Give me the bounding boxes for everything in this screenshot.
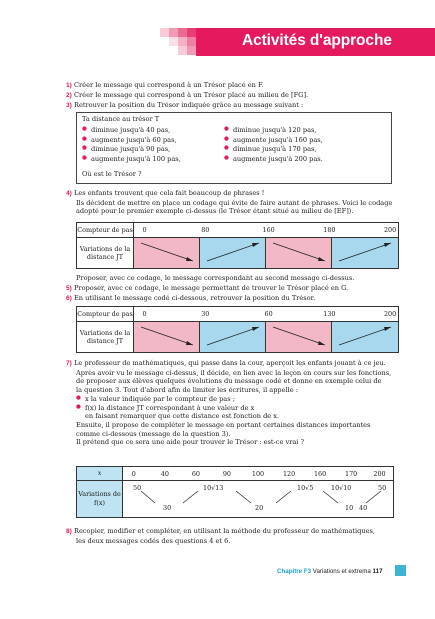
coded-message-table-b [76,306,399,353]
message-line: ● diminue jusqu'à 120 pas, [224,126,384,135]
chapter-label: Chapitre F3 [277,568,312,575]
message-left-column [82,125,232,164]
f-value: 50 [378,484,387,492]
header-deco-square [169,37,178,46]
message-line: ● diminue jusqu'à 90 pas, [82,145,232,154]
counter-values-row [134,307,399,322]
arrow-down-icon [135,322,199,350]
question-text: Recopier, modifier et compléter, en utilisant la méthode du professeur de mathématiques, [73,527,375,535]
question-text: Le professeur de mathématiques, qui passe dans la cour, aperçoit les enfants jouant à ce jeu. [73,359,386,367]
question-text: Il prétend que ce sera une aide pour trouver le Trésor : est-ce vrai ? [76,438,305,447]
message-line: ● diminue jusqu'à 170 pas, [224,145,384,154]
question-number: 2) [66,92,72,99]
f-value: 10√10 [331,484,352,492]
variation-increase-cell [332,238,399,269]
arrow-down-icon [323,491,338,503]
f-value: 20 [255,504,264,512]
question-number: 7) [66,360,72,367]
x-value: 60 [191,469,200,478]
question-text: Proposer, avec ce codage, le message correspondant au second message ci-dessus. [76,274,355,282]
f-value: 40 [359,504,368,512]
question-4 [66,189,394,216]
question-number: 5) [66,285,72,292]
question-text: Créer le message qui correspond à un Trésor placé au milieu de [FG]. [73,91,309,99]
question-text: Après avoir vu le message ci-dessus, il décide, en lien avec la leçon en cours sur les fonctions, [76,368,392,377]
variation-increase-cell [332,322,399,353]
question-text: Retrouver la position du Trésor indiquée grâce au message suivant : [73,101,304,109]
variation-decrease-cell [266,238,332,269]
f-value: 30 [163,504,172,512]
counter-value: 30 [201,309,210,318]
counter-value: 180 [323,225,336,234]
message-question: Où est le Trésor ? [82,170,142,178]
arrow-down-icon [267,322,331,350]
chapter-title: Variations et extrema [312,568,371,575]
counter-values-row [134,223,399,238]
x-value: 100 [251,469,265,478]
question-text: Ensuite, il propose de compléter le message en portant certaines distances importantes [76,420,371,429]
question-text: comme ci-dessous (message de la question 3). [76,429,231,438]
arrow-up-icon [333,238,397,266]
counter-value: 0 [142,309,147,318]
header-deco-square [178,28,187,37]
question-text: de proposer aux élèves quelques évolutions du message codé et donne en exemple celui de [76,377,382,386]
counter-value: 130 [323,309,336,318]
x-value: 160 [313,469,327,478]
header-deco-square [178,37,187,46]
arrow-down-icon [267,238,331,266]
arrow-up-icon [276,491,291,503]
page-title: Activités d'approche [242,32,392,49]
x-row-header: x [77,467,123,481]
question-2 [66,91,394,101]
page-footer [277,568,383,576]
question-5 [66,284,394,294]
counter-value: 60 [264,309,273,318]
counter-value: 0 [142,225,147,234]
question-number: 1) [66,82,72,89]
variation-table [76,466,394,518]
x-value: 90 [222,469,232,478]
counter-value: 200 [383,225,397,234]
header-deco-square [169,28,178,37]
arrow-down-icon [135,238,199,266]
message-line: ● augmente jusqu'à 60 pas, [82,136,232,145]
header-deco-square [178,46,187,55]
variation-decrease-cell [134,322,200,353]
f-variations-row [123,481,394,518]
arrow-down-icon [236,491,251,503]
question-text: la question 3. Tout d'abord afin de limiter les écritures, il appelle : [76,386,298,395]
counter-value: 200 [383,309,397,318]
question-3 [66,101,394,111]
message-right-column [224,125,384,164]
question-text: en faisant remarquer que cette distance est fonction de x. [85,412,280,421]
question-4-followup [66,274,394,283]
f-value: 10 [345,504,354,512]
variation-increase-cell [200,322,266,353]
arrow-down-icon [141,491,155,503]
question-text: Ils décident de mettre en place un codage qui évite de faire autant de phrases. Voici le codage [76,198,393,207]
row-header-variations: Variations de la distance JT [77,322,134,353]
question-text: Créer le message qui correspond à un Trésor placé en F. [73,81,264,89]
coded-message-table-a [76,222,399,269]
question-number: 4) [66,190,72,197]
question-7 [66,359,394,447]
f-row-header: Variations de f(x) [77,481,123,518]
question-text: Les enfants trouvent que cela fait beaucoup de phrases ! [73,189,265,197]
question-number: 6) [66,295,72,302]
arrow-up-icon [201,238,265,266]
arrow-up-icon [366,491,381,503]
x-value: 0 [131,469,136,478]
message-line: ● augmente jusqu'à 160 pas, [224,136,384,145]
bullet-item: ● x la valeur indiquée par le compteur de pas ; [76,395,394,404]
x-value: 200 [373,469,386,478]
variation-increase-cell [200,238,266,269]
message-box [76,112,392,184]
variation-decrease-cell [266,322,332,353]
header-deco-square [187,46,196,55]
x-value: 40 [160,469,169,478]
arrow-up-icon [333,322,397,350]
arrow-up-icon [201,322,265,350]
question-number: 8) [66,528,72,535]
bullet-item: ● f(x) la distance JT correspondant à une valeur de x [76,404,394,413]
x-value: 170 [345,469,358,478]
x-values-row [123,467,394,481]
arrow-up-icon [183,491,198,503]
header-deco-square [187,28,196,37]
message-line: ● augmente jusqu'à 200 pas. [224,155,384,164]
f-value: 10√5 [297,484,314,492]
question-text: En utilisant le message codé ci-dessous, retrouver la position du Trésor. [73,294,316,302]
question-text: Proposer, avec ce codage, le message permettant de trouver le Trésor placé en G. [73,284,349,292]
footer-deco-square [395,565,406,576]
page-number: 117 [372,568,383,575]
counter-value: 80 [201,225,210,234]
x-value: 120 [282,469,296,478]
variation-decrease-cell [134,238,200,269]
question-text: les deux messages codés des questions 4 et 6. [76,536,231,545]
row-header-counter: Compteur de pas [77,223,134,238]
message-line: ● augmente jusqu'à 100 pas, [82,155,232,164]
counter-value: 160 [262,225,275,234]
header-deco-square [160,28,169,37]
question-number: 3) [66,102,72,109]
f-value: 10√13 [203,484,224,492]
f-value: 50 [133,484,142,492]
question-6 [66,294,394,304]
row-header-counter: Compteur de pas [77,307,134,322]
message-title: Ta distance au trésor T [82,115,160,123]
question-text: adopté pour le premier exemple ci-dessus (le Trésor étant situé au milieu de [EF]). [76,207,354,216]
message-line: ● diminue jusqu'à 40 pas, [82,126,232,135]
header-deco-square [187,37,196,46]
question-8 [66,527,394,545]
question-1 [66,81,394,91]
row-header-variations: Variations de la distance JT [77,238,134,269]
